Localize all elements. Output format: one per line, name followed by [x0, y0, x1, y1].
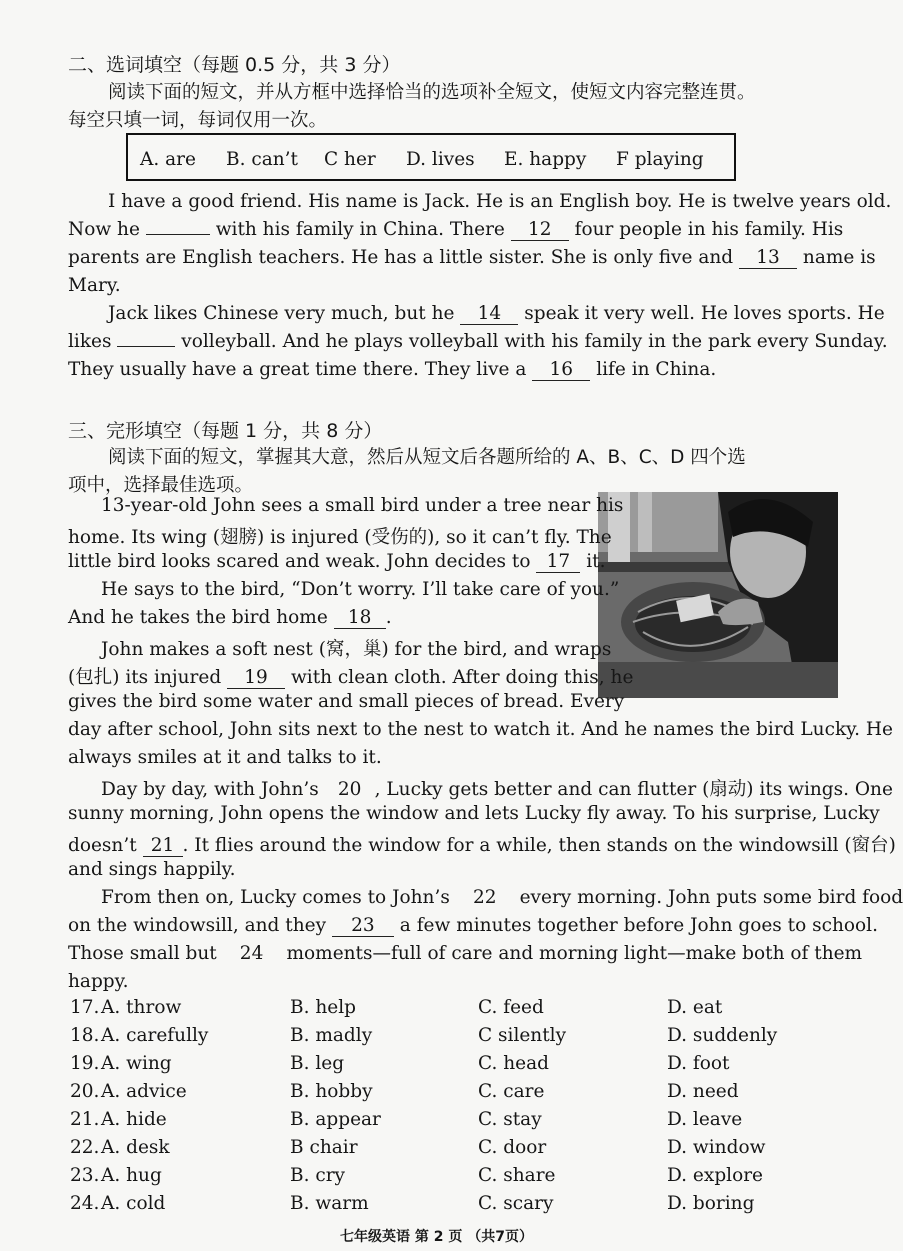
- q19-option-a[interactable]: A. wing: [101, 1053, 172, 1074]
- q23-option-a[interactable]: A. hug: [101, 1165, 162, 1186]
- passage2-line17: Those small but 24 moments—full of care and morning light—make both of them: [68, 943, 863, 964]
- section3-instruction-line1: 阅读下面的短文，掌握其大意，然后从短文后各题所给的 A、B、C、D 四个选: [108, 447, 746, 468]
- option-c: C her: [324, 149, 376, 170]
- passage2-line18: happy.: [68, 971, 129, 992]
- blank-23: 23: [332, 915, 394, 937]
- q17-option-b[interactable]: B. help: [290, 997, 356, 1018]
- section2-heading: 二、选词填空（每题 0.5 分，共 3 分）: [68, 54, 401, 76]
- q17-option-d[interactable]: D. eat: [667, 997, 723, 1018]
- passage1-line5: Jack likes Chinese very much, but he 14 speak it very well. He loves sports. He: [108, 303, 885, 324]
- q18-option-c[interactable]: C silently: [478, 1025, 567, 1046]
- passage1-line6: likes volleyball. And he plays volleyball with his family in the park every Sunday.: [68, 331, 888, 352]
- blank-13: 13: [739, 247, 797, 269]
- section3-heading: 三、完形填空（每题 1 分，共 8 分）: [68, 420, 383, 442]
- q20-option-a[interactable]: A. advice: [101, 1081, 187, 1102]
- passage2-line4: He says to the bird, “Don’t worry. I’ll take care of you.”: [101, 579, 620, 600]
- option-b: B. can’t: [226, 149, 298, 170]
- option-e: E. happy: [504, 149, 587, 170]
- section3-instruction-line2: 项中，选择最佳选项。: [68, 475, 254, 496]
- q19-option-c[interactable]: C. head: [478, 1053, 549, 1074]
- q20-option-b[interactable]: B. hobby: [290, 1081, 373, 1102]
- q17-option-c[interactable]: C. feed: [478, 997, 544, 1018]
- passage1-line7: They usually have a great time there. They live a 16 life in China.: [68, 359, 717, 380]
- passage1-line4: Mary.: [68, 275, 121, 296]
- q21-option-b[interactable]: B. appear: [290, 1109, 381, 1130]
- q22-option-a[interactable]: A. desk: [101, 1137, 170, 1158]
- section2-instruction-line2: 每空只填一词，每词仅用一次。: [68, 110, 328, 131]
- blank-14: 14: [460, 303, 518, 325]
- passage1-line1: I have a good friend. His name is Jack. He is an English boy. He is twelve years old.: [108, 191, 892, 212]
- q20-option-d[interactable]: D. need: [667, 1081, 739, 1102]
- q23-option-b[interactable]: B. cry: [290, 1165, 346, 1186]
- blank-20: 20: [337, 779, 362, 800]
- page-footer: 七年级英语 第 2 页 （共7页）: [340, 1229, 533, 1245]
- q24-option-b[interactable]: B. warm: [290, 1193, 369, 1214]
- passage1-line2: Now he with his family in China. There 12 four people in his family. His: [68, 219, 844, 240]
- q17-num: 17.: [70, 997, 100, 1018]
- word-options-box: [126, 133, 736, 181]
- q18-option-d[interactable]: D. suddenly: [667, 1025, 778, 1046]
- passage2-line9: day after school, John sits next to the nest to watch it. And he names the bird Lucky. He: [68, 719, 893, 740]
- q24-num: 24.: [70, 1193, 100, 1214]
- option-a: A. are: [140, 149, 196, 170]
- photo-illustration: [598, 492, 838, 698]
- passage2-line13: doesn’t 21 . It flies around the window for a while, then stands on the windowsill (窗台): [68, 835, 896, 856]
- passage2-line1: 13-year-old John sees a small bird under a tree near his: [101, 495, 624, 516]
- passage2-line2: home. Its wing (翅膀) is injured (受伤的), so it can’t fly. The: [68, 527, 612, 548]
- q22-num: 22.: [70, 1137, 100, 1158]
- passage2-line15: From then on, Lucky comes to John’s 22 every morning. John puts some bird food: [101, 887, 903, 908]
- boy-with-bird-nest-photo: [598, 492, 838, 698]
- q23-option-c[interactable]: C. share: [478, 1165, 556, 1186]
- q20-num: 20.: [70, 1081, 100, 1102]
- q18-num: 18.: [70, 1025, 100, 1046]
- q17-option-a[interactable]: A. throw: [101, 997, 182, 1018]
- blank-11: [146, 234, 210, 235]
- option-d: D. lives: [406, 149, 475, 170]
- passage1-line3: parents are English teachers. He has a little sister. She is only five and 13 name is: [68, 247, 876, 268]
- q23-num: 23.: [70, 1165, 100, 1186]
- q18-option-a[interactable]: A. carefully: [101, 1025, 209, 1046]
- passage2-line12: sunny morning, John opens the window and lets Lucky fly away. To his surprise, Lucky: [68, 803, 880, 824]
- q18-option-b[interactable]: B. madly: [290, 1025, 373, 1046]
- blank-19: 19: [227, 667, 285, 689]
- blank-18: 18: [334, 607, 386, 629]
- q22-option-b[interactable]: B chair: [290, 1137, 358, 1158]
- passage2-line16: on the windowsill, and they 23 a few minutes together before John goes to school.: [68, 915, 878, 936]
- q24-option-d[interactable]: D. boring: [667, 1193, 755, 1214]
- section2-instruction-line1: 阅读下面的短文，并从方框中选择恰当的选项补全短文，使短文内容完整连贯。: [108, 82, 756, 103]
- passage2-line5: And he takes the bird home 18 .: [68, 607, 392, 628]
- q21-option-a[interactable]: A. hide: [101, 1109, 167, 1130]
- passage2-line8: gives the bird some water and small pieces of bread. Every: [68, 691, 625, 712]
- q24-option-c[interactable]: C. scary: [478, 1193, 554, 1214]
- passage2-line3: little bird looks scared and weak. John decides to 17 it.: [68, 551, 606, 572]
- q20-option-c[interactable]: C. care: [478, 1081, 545, 1102]
- blank-15: [117, 346, 175, 347]
- q19-num: 19.: [70, 1053, 100, 1074]
- passage2-line11: Day by day, with John’s 20 , Lucky gets better and can flutter (扇动) its wings. One: [101, 779, 893, 800]
- blank-16: 16: [532, 359, 590, 381]
- blank-12: 12: [511, 219, 569, 241]
- blank-17: 17: [536, 551, 580, 573]
- option-f: F playing: [616, 149, 704, 170]
- q24-option-a[interactable]: A. cold: [101, 1193, 166, 1214]
- blank-22: 22: [472, 887, 497, 908]
- blank-21: 21: [143, 835, 183, 857]
- passage2-line10: always smiles at it and talks to it.: [68, 747, 382, 768]
- passage2-line14: and sings happily.: [68, 859, 236, 880]
- q22-option-d[interactable]: D. window: [667, 1137, 766, 1158]
- q21-option-d[interactable]: D. leave: [667, 1109, 743, 1130]
- passage2-line6: John makes a soft nest (窝，巢) for the bird, and wraps: [101, 639, 612, 660]
- q21-option-c[interactable]: C. stay: [478, 1109, 542, 1130]
- q19-option-b[interactable]: B. leg: [290, 1053, 345, 1074]
- q23-option-d[interactable]: D. explore: [667, 1165, 764, 1186]
- blank-24: 24: [239, 943, 264, 964]
- passage2-line7: (包扎) its injured 19 with clean cloth. After doing this, he: [68, 667, 634, 688]
- q21-num: 21.: [70, 1109, 100, 1130]
- q22-option-c[interactable]: C. door: [478, 1137, 547, 1158]
- q19-option-d[interactable]: D. foot: [667, 1053, 730, 1074]
